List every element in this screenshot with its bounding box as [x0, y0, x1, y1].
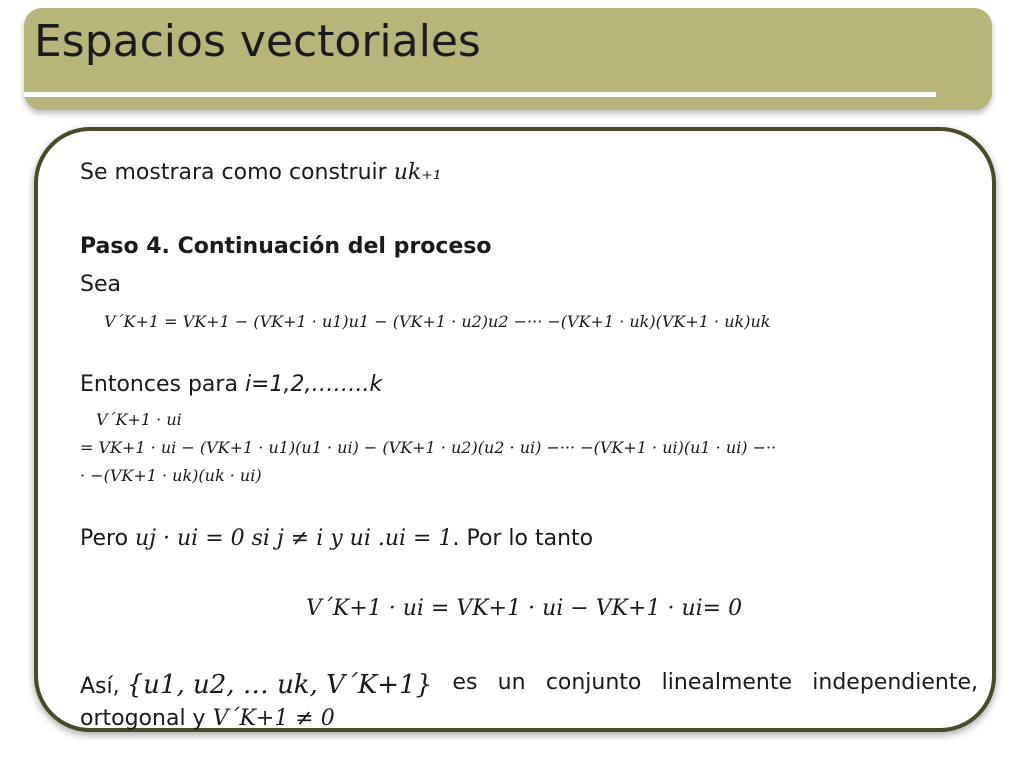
asi-word: Así,: [80, 674, 120, 699]
conclusion-word: es: [452, 670, 478, 695]
step-heading: Paso 4. Continuación del proceso: [80, 234, 492, 259]
conclusion-line2-math: V´K+1 ≠ 0: [212, 706, 335, 731]
then-italic: i=1,2,……..k: [244, 372, 383, 397]
intro-line: [80, 160, 442, 185]
conclusion-line-2: [80, 706, 335, 731]
equation-2-line-1: V´K+1 · ui: [96, 410, 182, 429]
sea-label: Sea: [80, 272, 121, 297]
intro-text: Se mostrara como construir: [80, 160, 394, 185]
conclusion-set: {u1, u2, … uk, V´K+1}: [126, 670, 433, 700]
conclusion-asi: [80, 670, 432, 700]
conclusion-word: linealmente: [661, 670, 793, 695]
content-frame: [34, 127, 996, 732]
then-line: [80, 372, 382, 397]
equation-1: V´K+1 = VK+1 − (VK+1 · u1)u1 − (VK+1 · u2)u2 −··· −(VK+1 · uk)(VK+1 · uk)uk: [104, 312, 771, 331]
title-underline: [24, 92, 936, 97]
slide-title: Espacios vectoriales: [34, 16, 481, 67]
conclusion-line-1: [80, 670, 978, 700]
intro-math: u𝑘₊₁: [393, 160, 442, 185]
but-suffix: . Por lo tanto: [452, 526, 594, 551]
but-prefix: Pero: [80, 526, 136, 551]
conclusion-word: independiente,: [812, 670, 978, 695]
but-line: [80, 526, 593, 551]
conclusion-word: un: [497, 670, 526, 695]
then-text: Entonces para: [80, 372, 245, 397]
equation-2-line-3: · −(VK+1 · uk)(uk · ui): [80, 466, 262, 485]
equation-2-line-2: = VK+1 · ui − (VK+1 · u1)(u1 · ui) − (VK+1 · u2)(u2 · ui) −··· −(VK+1 · ui)(u1 · ui) −··: [80, 438, 777, 457]
conclusion-line2-text: ortogonal y: [80, 706, 213, 731]
conclusion-word: conjunto: [545, 670, 642, 695]
but-math: uj · ui = 0 si j ≠ i y ui .ui = 1: [135, 526, 453, 551]
equation-3: V´K+1 · ui = VK+1 · ui − VK+1 · ui= 0: [306, 596, 743, 621]
